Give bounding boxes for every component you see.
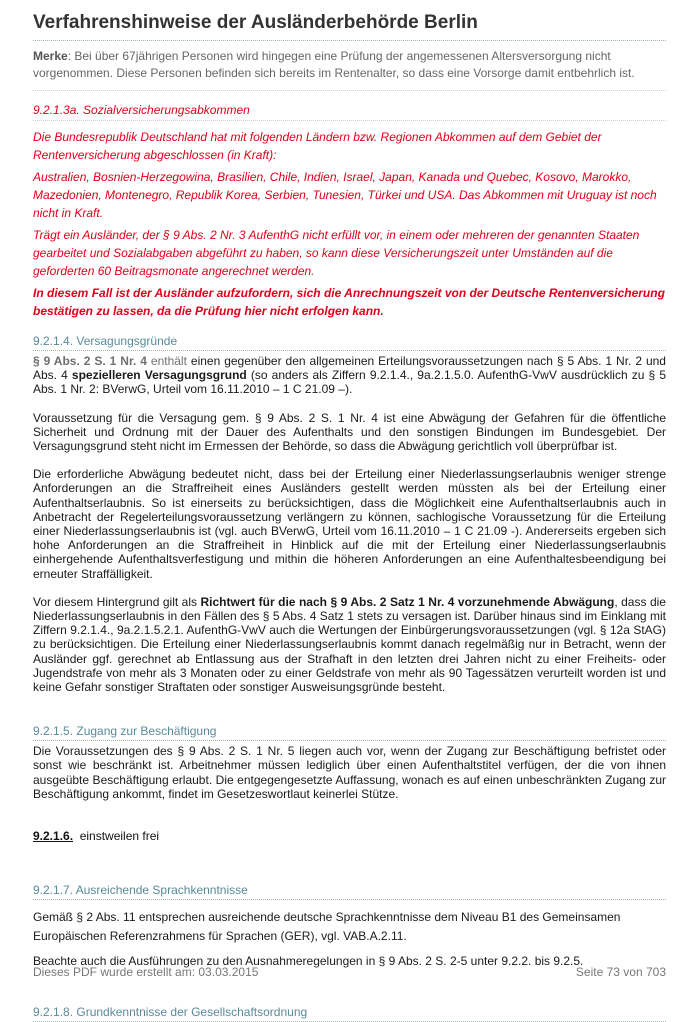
section-heading-9213a: 9.2.1.3a. Sozialversicherungsabkommen <box>33 103 666 121</box>
paragraph-9214-4-bold: Richtwert für die nach § 9 Abs. 2 Satz 1 Nr. 4 vorzunehmende Abwägung <box>200 594 615 609</box>
section-heading-9214: 9.2.1.4. Versagungsgründe <box>33 334 666 351</box>
paragraph-9214-1-text-b: (so anders als Ziffern 9.2.1.4., 9a.2.1.5.0. AufenthG-VwV ausdrücklich zu § 5 Abs. 1 Nr. 2: BVerwG, Urteil vom 16.11.2010 – 1 C 21.09 –). <box>33 368 667 397</box>
paragraph-9214-2: Voraussetzung für die Versagung gem. § 9 Abs. 2 S. 1 Nr. 4 ist eine Abwägung der Gefahren für die öffentliche Sicherheit und Ordnung mit der Dauer des Aufenthalts und den sonstigen Bindungen im Bundesgebiet. Der Versagungsgrund steht nicht im Ermessen der Behörde, so dass die Abwägung gerichtlich voll überprüfbar ist. <box>33 410 666 454</box>
paragraph-9214-4-text-b: , dass die Niederlassungserlaubnis in den Fällen des § 5 Abs. 4 Satz 1 stets zu versagen ist. Darüber hinaus sind im Einklang mit Ziffern 9.2.1.4., 9a.2.1.5.2.1. AufenthG-VwV auch die Wertungen der Einbürgerungsvoraussetzungen (vgl. § 12a StAG) zu berücksichtigen. Die Erteilung einer Niederlassungserlaubnis kommt danach regelmäßig nur in Betracht, wenn der Ausländer ggf. gerechnet ab Entlassung aus der Strafhaft in den letzten drei Jahren nicht zu einer Freiheits- oder Jugendstrafe von mehr als 3 Monaten oder zu einer Geldstrafe von mehr als 90 Tagessätzen verurteilt worden ist und keine Gefahr sonstiger Straftaten oder sonstiger Ausweisungsgründe besteht. <box>33 594 666 695</box>
section-heading-9217: 9.2.1.7. Ausreichende Sprachkenntnisse <box>33 883 666 900</box>
paragraph-9213a-3: Trägt ein Ausländer, der § 9 Abs. 2 Nr. 3 AufenthG nicht erfüllt vor, in einem oder mehreren der genannten Staaten gearbeitet und Sozialabgaben abgeführt zu haben, so kann diese Versicherungszeit unter Umständen auf die geforderten 60 Beitragsmonate angerechnet werden. <box>33 228 640 278</box>
section-heading-9218: 9.2.1.8. Grundkenntnisse der Gesellschaftsordnung <box>33 1005 666 1022</box>
paragraph-9214-1-ref <box>33 354 187 368</box>
paragraph-9215-1: Die Voraussetzungen des § 9 Abs. 2 S. 1 Nr. 5 liegen auch vor, wenn der Zugang zur Beschäftigung befristet oder sonst wie beschränkt ist. Arbeitnehmer müssen lediglich über einen Aufenthaltstitel verfügen, der die von ihnen ausgeübte Beschäftigung erlaubt. Die entgegengesetzte Auffassung, wonach es auf einen unbeschränkten Zugang zur Beschäftigung ankommt, findet im Gesetzeswortlaut keinerlei Stütze. <box>33 744 666 801</box>
paragraph-9217-1: Gemäß § 2 Abs. 11 entsprechen ausreichende deutsche Sprachkenntnisse dem Niveau B1 des Gemeinsamen Europäischen Referenzrahmens für Sprachen (GER), vgl. VAB.A.2.11. <box>33 910 621 944</box>
document-content <box>33 10 666 1022</box>
section-number-9216: 9.2.1.6. <box>33 829 74 844</box>
merke-label: Merke <box>33 49 68 63</box>
section-heading-9216 <box>33 829 666 843</box>
paragraph-9213a-1: Die Bundesrepublik Deutschland hat mit folgenden Ländern bzw. Regionen Abkommen auf dem Gebiet der Rentenversicherung abgeschlossen (in Kraft): <box>33 130 602 162</box>
paragraph-9214-3: Die erforderliche Abwägung bedeutet nicht, dass bei der Erteilung einer Niederlassungserlaubnis weniger strenge Anforderungen an die Straffreiheit eines Ausländers gestellt werden müssten als bei der Erteilung einer Aufenthaltserlaubnis. So ist einerseits zu berücksichtigen, dass die Möglichkeit eine Aufenthaltserlaubnis auch in Anbetracht der Regelerteilungsvoraussetzung verlängern zu können, sachlogische Voraussetzung für die Erteilung einer Niederlassungserlaubnis ist (vgl. auch BVerwG, Urteil vom 16.11.2010 – 1 C 21.09 -). Andererseits ergeben sich hohe Anforderungen an die Straffreiheit in Hinblick auf die mit der Erteilung einer Niederlassungserlaubnis einhergehende Aufenthaltsverfestigung und mithin die höheren Anforderungen an eine Aufenthaltesbeendigung bei erneuter Straffälligkeit. <box>33 467 666 581</box>
paragraph-9214-1-ref-after: enthält <box>146 354 187 368</box>
merke-text: : Bei über 67jährigen Personen wird hingegen eine Prüfung der angemessenen Altersversorgung nicht vorgenommen. Diese Personen befinden sich bereits im Rentenalter, so dass eine Vorsorge damit entbehrlich ist. <box>33 49 635 80</box>
paragraph-9214-1-text-a: einen gegenüber den allgemeinen Erteilungsvoraussetzungen nach § 5 Abs. 1 Nr. 2 und Abs. 4 <box>33 354 666 383</box>
paragraph-9214-4 <box>33 595 666 694</box>
paragraph-9213a-4: In diesem Fall ist der Ausländer aufzufordern, sich die Anrechnungszeit von der Deutsche Rentenversicherung bestätigen zu lassen, da die Prüfung hier nicht erfolgen kann. <box>33 286 665 318</box>
paragraph-9217-2: Beachte auch die Ausführungen zu den Ausnahmeregelungen in § 9 Abs. 2 S. 2-5 unter 9.2.2. bis 9.2.5. <box>33 954 584 969</box>
paragraph-9214-1-bold: spezielleren Versagungsgrund <box>71 368 247 383</box>
paragraph-9213a-2: Australien, Bosnien-Herzegowina, Brasilien, Chile, Indien, Israel, Japan, Kanada und Quebec, Kosovo, Marokko, Mazedonien, Montenegro, Republik Korea, Serbien, Tunesien, Türkei und USA. Das Abkommen mit Uruguay ist noch nicht in Kraft. <box>33 170 657 220</box>
paragraph-9214-1 <box>33 354 666 397</box>
section-heading-9215: 9.2.1.5. Zugang zur Beschäftigung <box>33 724 666 741</box>
footer-page-number: Seite 73 von 703 <box>575 965 666 979</box>
paragraph-9214-4-text-a: Vor diesem Hintergrund gilt als <box>33 594 201 609</box>
merke-note <box>33 48 666 91</box>
page-title: Verfahrenshinweise der Ausländerbehörde Berlin <box>33 10 666 41</box>
section-text-9216: einstweilen frei <box>73 829 160 844</box>
footer-created-date: Dieses PDF wurde erstellt am: 03.03.2015 <box>33 965 259 979</box>
paragraph-9214-1-ref-bold: § 9 Abs. 2 S. 1 Nr. 4 <box>33 354 147 368</box>
